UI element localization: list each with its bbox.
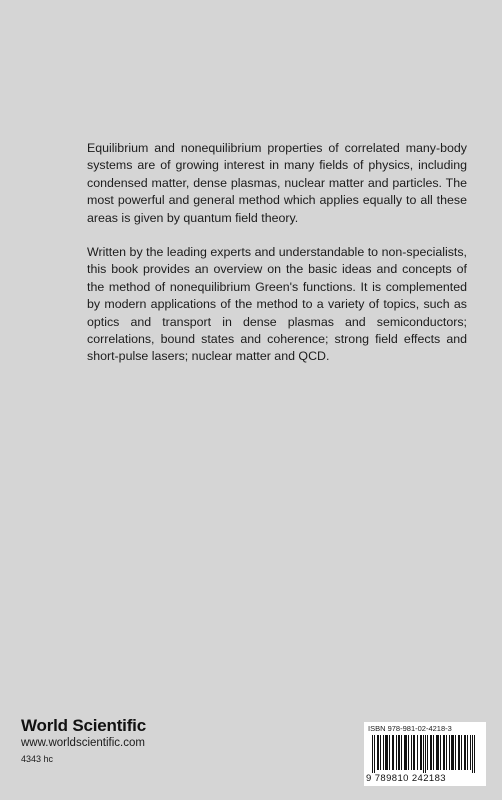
publisher-url: www.worldscientific.com — [21, 737, 145, 749]
barcode-bars-icon — [368, 735, 482, 773]
isbn-label: ISBN 978-981-02-4218-3 — [368, 724, 452, 733]
description-paragraph-2: Written by the leading experts and understandable to non-specialists, this book provides an overview on the basic ideas and concepts of the method of nonequilibrium Green's functions. It is complemented by modern applications of the method to a variety of topics, such as optics and transport in dense plasmas and semiconductors; correlations, bound states and coherence; strong field effects and short-pulse lasers; nuclear matter and QCD. — [87, 245, 467, 364]
barcode-digits: 9 789810 242183 — [366, 773, 446, 784]
publisher-block — [21, 716, 241, 766]
publisher-code: 4343 hc — [21, 754, 54, 764]
book-description — [87, 140, 467, 383]
isbn-barcode — [364, 722, 486, 786]
publisher-name: World Scientific — [21, 716, 146, 735]
description-paragraph-1: Equilibrium and nonequilibrium properties of correlated many-body systems are of growing interest in many fields of physics, including condensed matter, dense plasmas, nuclear matter and particles. The most powerful and general method which applies equally to all these areas is given by quantum field theory. — [87, 141, 467, 225]
